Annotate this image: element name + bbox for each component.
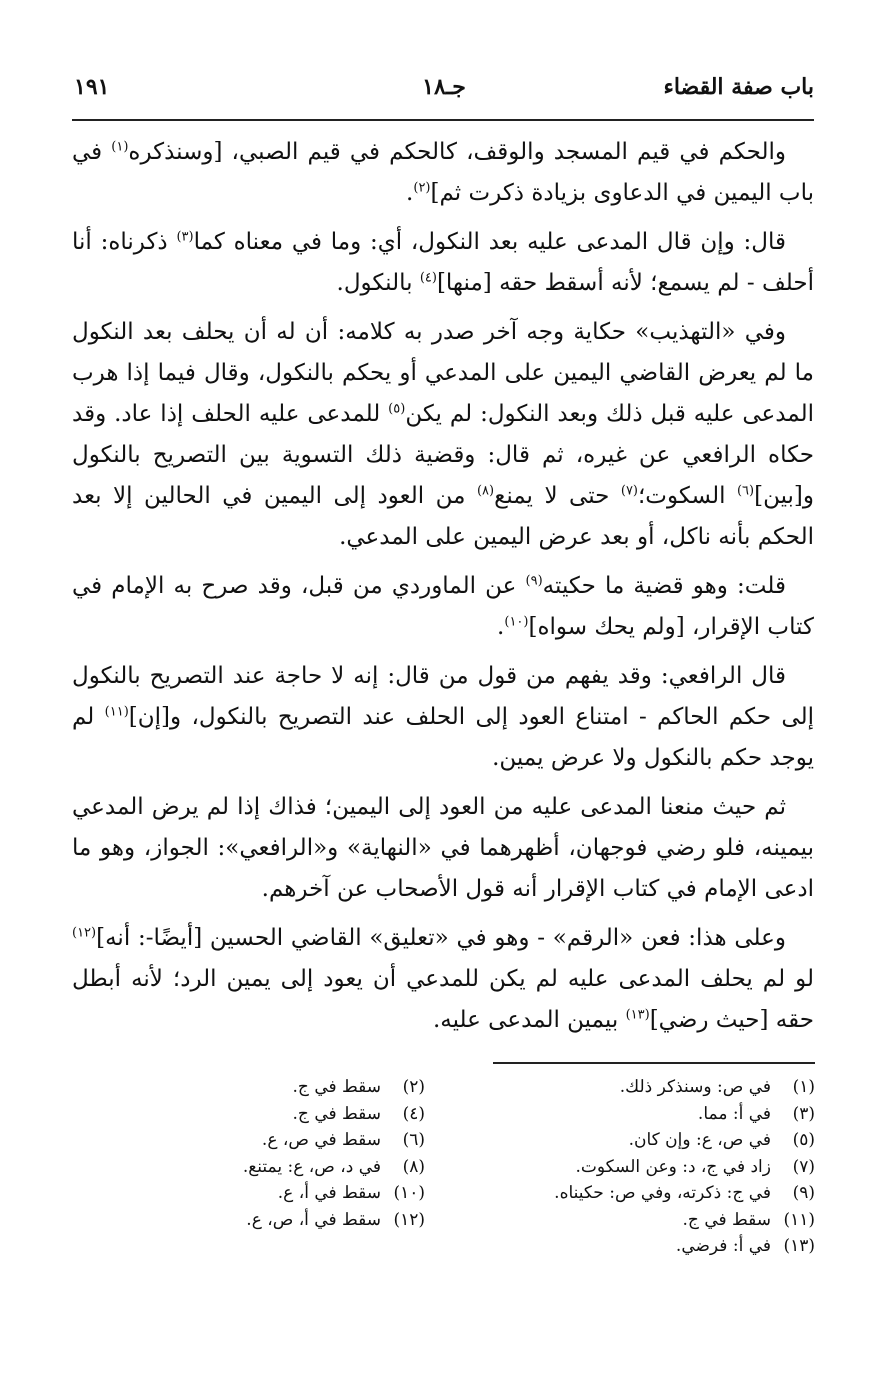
footnote-number: (٧) xyxy=(792,1156,815,1177)
footnote-ref: (١٢) xyxy=(72,925,97,941)
footnote-rule xyxy=(493,1062,815,1064)
footnote-item xyxy=(455,1180,815,1207)
text-run: . xyxy=(497,614,505,640)
footnote-number: (١٢) xyxy=(393,1209,425,1230)
footnote-text: في د، ص، ع: يمتنع. xyxy=(242,1156,381,1177)
footnote-text: في أ: مما. xyxy=(697,1103,771,1124)
paragraph xyxy=(72,787,814,910)
paragraph xyxy=(72,918,814,1041)
footnote-item xyxy=(65,1180,425,1207)
footnote-item xyxy=(65,1207,425,1234)
footnote-ref: (٢) xyxy=(413,180,431,196)
text-run: وعلى هذا: فعن «الرقم» - وهو في «تعليق» القاضي الحسين [أيضًا-: أنه] xyxy=(96,925,786,951)
volume-label: جـ١٨ xyxy=(422,74,466,100)
text-run: قال: وإن قال المدعى عليه بعد النكول، أي: وما في معناه كما xyxy=(193,229,787,255)
footnote-number: (١٠) xyxy=(393,1183,425,1203)
footnote-ref: (٩) xyxy=(525,573,543,589)
text-run: عن الماوردي من قبل، وقد صرح به الإمام في كتاب الإقرار، [ولم يحك سواه] xyxy=(72,573,814,640)
footnote-number: (٥) xyxy=(792,1130,815,1150)
text-run: حتى لا يمنع xyxy=(494,483,621,509)
text-run: وفي «التهذيب» حكاية وجه آخر صدر به كلامه: أن له أن يحلف بعد النكول ما لم يعرض القاضي اليمين على المدعي أو يحكم بالنكول، وقال فيما إذا هرب المدعى عليه قبل ذلك وبعد النكول: لم يكن xyxy=(72,319,814,427)
page-header xyxy=(74,74,814,110)
text-run: بالنكول. xyxy=(336,270,420,296)
paragraph xyxy=(72,312,814,558)
footnote-number: (٦) xyxy=(402,1130,425,1150)
text-run: السكوت؛ xyxy=(638,483,737,509)
text-run: والحكم في قيم المسجد والوقف، كالحكم في قيم الصبي، [وسنذكره xyxy=(128,139,786,165)
footnote-ref: (٣) xyxy=(176,229,194,245)
footnote-text: سقط في أ، ع. xyxy=(277,1183,381,1203)
footnote-text: سقط في ص، ع. xyxy=(261,1130,381,1150)
footnote-item xyxy=(455,1074,815,1101)
page-number: ١٩١ xyxy=(74,74,110,100)
footnote-ref: (١) xyxy=(111,139,129,155)
text-run: قال الرافعي: وقد يفهم من قول من قال: إنه لا حاجة عند التصريح بالنكول إلى حكم الحاكم - امتناع العود إلى الحلف عند التصريح بالنكول، و[إن] xyxy=(72,663,814,730)
footnote-number: (٤) xyxy=(402,1103,425,1124)
footnotes-right-column xyxy=(455,1074,815,1260)
text-run: للمدعى عليه الحلف إذا عاد. وقد حكاه الرافعي عن غيره، ثم قال: وقضية ذلك التسوية بين التصريح بالنكول و[بين] xyxy=(72,401,814,509)
footnote-item xyxy=(65,1074,425,1101)
footnote-item xyxy=(455,1207,815,1234)
text-run: من العود إلى اليمين في الحالين إلا بعد الحكم بأنه ناكل، أو بعد عرض اليمين على المدعي. xyxy=(72,483,814,550)
footnote-text: في ص، ع: وإن كان. xyxy=(628,1130,771,1150)
text-run: لو لم يحلف المدعى عليه لم يكن للمدعي أن يعود إلى يمين الرد؛ لأنه أبطل حقه [حيث رضي] xyxy=(72,966,814,1033)
text-run: . xyxy=(406,180,414,206)
footnote-item xyxy=(65,1127,425,1154)
paragraph xyxy=(72,566,814,648)
text-run: بيمين المدعى عليه. xyxy=(432,1007,626,1033)
text-run: لم يوجد حكم بالنكول ولا عرض يمين. xyxy=(72,704,814,771)
footnote-text: سقط في ج. xyxy=(292,1077,381,1097)
chapter-title: باب صفة القضاء xyxy=(663,74,814,100)
footnote-text: في أ: فرضي. xyxy=(675,1236,771,1256)
footnote-item xyxy=(65,1154,425,1181)
header-rule xyxy=(72,119,814,121)
footnote-number: (٣) xyxy=(792,1103,815,1124)
footnote-ref: (١٣) xyxy=(625,1007,650,1023)
footnote-text: سقط في ج. xyxy=(292,1103,381,1124)
main-text xyxy=(72,132,814,1049)
paragraph xyxy=(72,656,814,779)
footnote-text: في ص: وسنذكر ذلك. xyxy=(619,1077,771,1097)
footnote-number: (١٣) xyxy=(783,1236,815,1256)
footnote-text: زاد في ج، د: وعن السكوت. xyxy=(575,1156,771,1177)
footnote-ref: (٤) xyxy=(419,270,437,286)
footnotes-left-column xyxy=(65,1074,425,1233)
footnote-number: (٢) xyxy=(402,1077,425,1097)
footnote-item xyxy=(455,1101,815,1128)
footnote-number: (٨) xyxy=(402,1156,425,1177)
text-run: قلت: وهو قضية ما حكيته xyxy=(542,573,786,599)
footnote-ref: (١٠) xyxy=(504,614,529,630)
text-run: ثم حيث منعنا المدعى عليه من العود إلى اليمين؛ فذاك إذا لم يرض المدعي بيمينه، فلو رضي فوجهان، أظهرهما في «النهاية» و«الرافعي»: الجواز، وهو ما ادعى الإمام في كتاب الإقرار أنه قول الأصحاب عن آخرهم. xyxy=(72,794,814,902)
footnote-number: (٩) xyxy=(792,1183,815,1203)
paragraph xyxy=(72,222,814,304)
footnote-text: في ج: ذكرته، وفي ص: حكيناه. xyxy=(554,1183,771,1203)
footnote-item xyxy=(455,1154,815,1181)
footnote-number: (١١) xyxy=(783,1209,815,1230)
footnote-text: سقط في ج. xyxy=(682,1209,771,1230)
footnote-ref: (٨) xyxy=(476,483,495,499)
footnote-item xyxy=(65,1101,425,1128)
footnote-item xyxy=(455,1233,815,1260)
footnote-ref: (٥) xyxy=(388,401,406,417)
text-run: ذكرناه: أنا أحلف - لم يسمع؛ لأنه أسقط حقه [منها] xyxy=(72,229,814,296)
footnote-ref: (١١) xyxy=(104,704,129,720)
footnote-item xyxy=(455,1127,815,1154)
footnote-ref: (٧) xyxy=(620,483,638,499)
footnote-text: سقط في أ، ص، ع. xyxy=(246,1209,381,1230)
text-run: في باب اليمين في الدعاوى بزيادة ذكرت ثم] xyxy=(72,139,814,206)
footnote-number: (١) xyxy=(792,1077,815,1097)
paragraph xyxy=(72,132,814,214)
footnote-ref: (٦) xyxy=(736,483,755,499)
